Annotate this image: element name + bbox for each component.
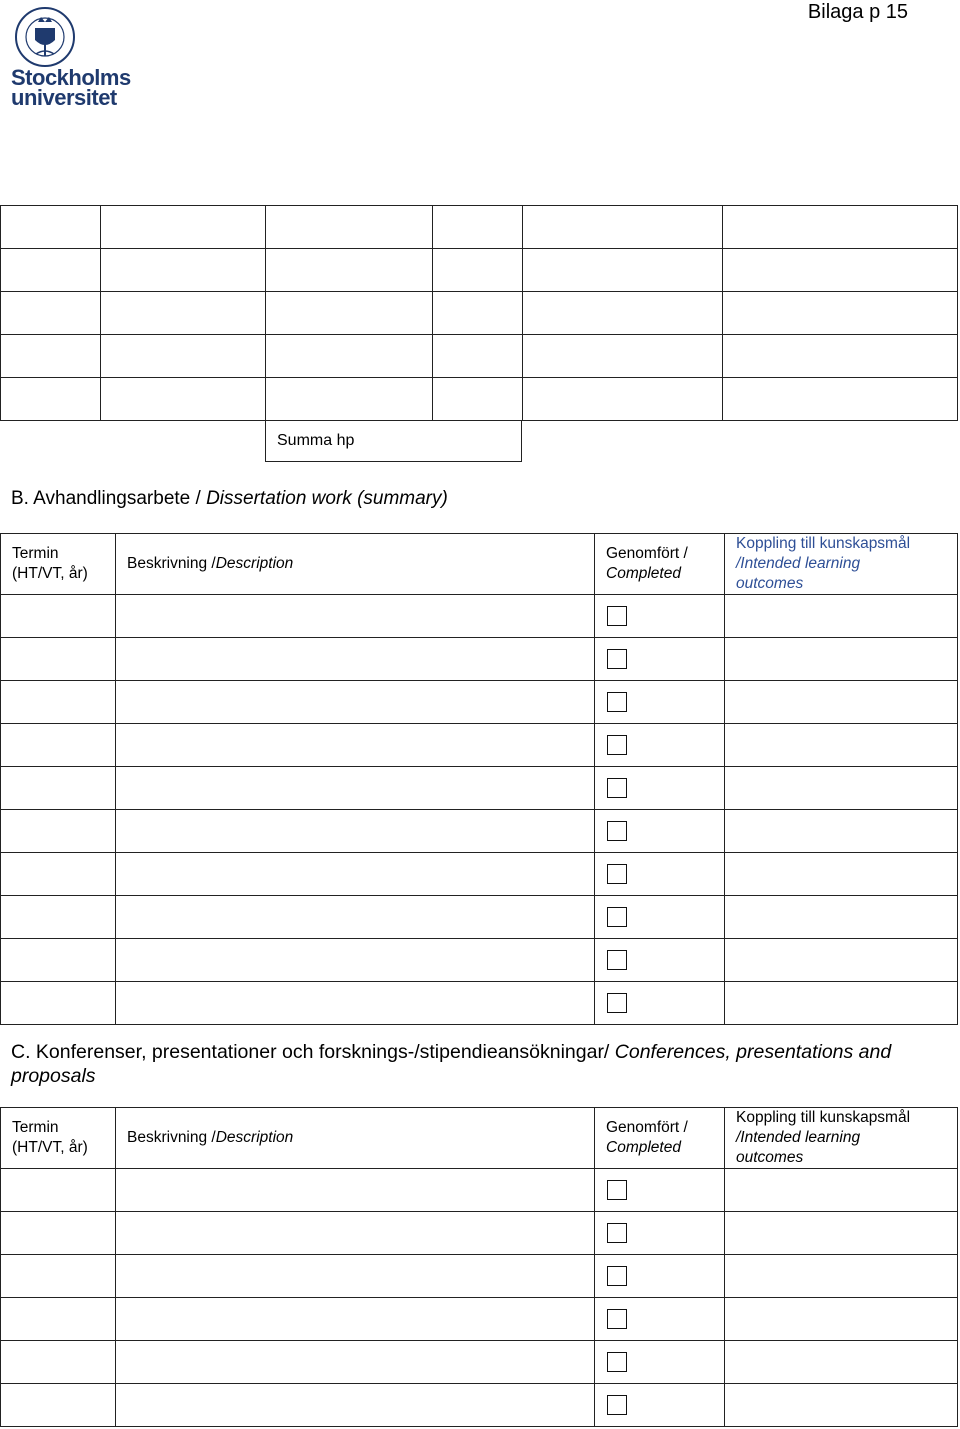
table-cell[interactable] [725,1255,958,1298]
completed-checkbox[interactable] [607,692,627,712]
table-row [1,1341,958,1384]
completed-checkbox[interactable] [607,950,627,970]
col-done-italic: Completed [606,565,681,582]
table-cell[interactable] [266,206,433,249]
completed-cell[interactable] [595,1169,725,1212]
section-b-heading-prefix: B. Avhandlingsarbete / [11,488,207,509]
col-termin [1,1108,116,1169]
col-done-label: Genomfört / [606,545,688,562]
table-cell[interactable] [725,896,958,939]
table-cell[interactable] [101,206,266,249]
table-cell[interactable] [433,335,523,378]
table-cell[interactable] [116,1255,595,1298]
completed-cell[interactable] [595,724,725,767]
table-cell[interactable] [723,378,958,421]
table-cell[interactable] [433,378,523,421]
table-row [1,681,958,724]
table-cell[interactable] [266,249,433,292]
table-row [1,767,958,810]
completed-checkbox[interactable] [607,1223,627,1243]
table-cell[interactable] [723,292,958,335]
completed-cell[interactable] [595,939,725,982]
completed-cell[interactable] [595,638,725,681]
col-desc-label: Beskrivning / [127,1129,216,1146]
col-link-italic-2: outcomes [736,1149,804,1166]
completed-cell[interactable] [595,1255,725,1298]
table-row [1,1384,958,1427]
table-cell[interactable] [1,378,101,421]
table-row [1,1255,958,1298]
col-termin-label: Termin [12,1119,59,1136]
completed-cell[interactable] [595,1212,725,1255]
table-cell[interactable] [725,982,958,1025]
table-cell[interactable] [116,1298,595,1341]
table-cell[interactable] [116,1212,595,1255]
table-cell[interactable] [266,335,433,378]
col-done-label: Genomfört / [606,1119,688,1136]
table-row [1,292,958,335]
table-cell[interactable] [1,595,116,638]
completed-cell[interactable] [595,896,725,939]
table-row [1,982,958,1025]
table-cell[interactable] [116,638,595,681]
completed-cell[interactable] [595,681,725,724]
table-row [1,939,958,982]
completed-cell[interactable] [595,982,725,1025]
section-c-heading-prefix: C. Konferenser, presentationer och forsknings-/stipendieansökningar/ [11,1041,615,1063]
table-cell[interactable] [101,335,266,378]
section-a-table [0,205,958,421]
table-cell[interactable] [725,1298,958,1341]
table-cell[interactable] [1,939,116,982]
table-row [1,335,958,378]
completed-checkbox[interactable] [607,606,627,626]
table-cell[interactable] [1,982,116,1025]
table-cell[interactable] [116,1341,595,1384]
page-number: Bilaga p 15 [807,1,908,23]
table-row [1,1212,958,1255]
col-termin-sub: (HT/VT, år) [12,1139,88,1156]
table-cell[interactable] [116,767,595,810]
table-cell[interactable] [101,292,266,335]
table-cell[interactable] [725,638,958,681]
completed-checkbox[interactable] [607,907,627,927]
table-cell[interactable] [725,595,958,638]
table-cell[interactable] [1,724,116,767]
table-cell[interactable] [1,1255,116,1298]
col-link-italic-1: /Intended learning [736,1129,861,1146]
col-desc-label: Beskrivning / [127,555,216,572]
table-cell[interactable] [1,249,101,292]
table-cell[interactable] [1,767,116,810]
table-cell[interactable] [266,378,433,421]
table-row [1,378,958,421]
table-cell[interactable] [725,939,958,982]
section-c-table [0,1107,958,1427]
table-cell[interactable] [723,335,958,378]
table-row [1,724,958,767]
table-cell[interactable] [523,335,723,378]
table-cell[interactable] [725,724,958,767]
table-row [1,853,958,896]
table-cell[interactable] [523,378,723,421]
university-seal-icon [12,6,78,68]
col-termin-label: Termin [12,545,59,562]
completed-checkbox[interactable] [607,993,627,1013]
table-cell[interactable] [1,810,116,853]
table-cell[interactable] [723,206,958,249]
table-cell[interactable] [101,378,266,421]
table-cell[interactable] [1,853,116,896]
table-row [1,206,958,249]
col-completed [595,1108,725,1169]
table-cell[interactable] [1,681,116,724]
summa-hp-cell: Summa hp [265,420,522,462]
table-cell[interactable] [116,896,595,939]
table-cell[interactable] [725,853,958,896]
table-cell[interactable] [433,249,523,292]
logo-line-1: Stockholms [11,65,131,90]
table-cell[interactable] [723,249,958,292]
table-cell[interactable] [725,681,958,724]
col-desc-italic: Description [215,555,294,572]
table-cell[interactable] [1,1298,116,1341]
table-cell[interactable] [116,853,595,896]
table-cell[interactable] [725,1212,958,1255]
table-cell[interactable] [1,292,101,335]
col-link-label: Koppling till kunskapsmål [736,1109,911,1126]
col-learning-outcomes [725,1108,958,1169]
col-link-label: Koppling till kunskapsmål [736,535,911,552]
completed-checkbox[interactable] [607,1180,627,1200]
table-cell[interactable] [725,1384,958,1427]
col-link-italic-2: outcomes [736,575,804,592]
completed-cell[interactable] [595,1384,725,1427]
col-description [116,534,595,595]
completed-cell[interactable] [595,595,725,638]
completed-checkbox[interactable] [607,864,627,884]
table-cell[interactable] [523,249,723,292]
table-cell[interactable] [433,206,523,249]
table-cell[interactable] [523,206,723,249]
col-learning-outcomes [725,534,958,595]
table-cell[interactable] [1,206,101,249]
completed-cell[interactable] [595,1298,725,1341]
completed-cell[interactable] [595,1341,725,1384]
col-done-italic: Completed [606,1139,681,1156]
completed-checkbox[interactable] [607,1266,627,1286]
col-termin-sub: (HT/VT, år) [12,565,88,582]
completed-checkbox[interactable] [607,649,627,669]
section-b-table [0,533,958,1025]
table-cell[interactable] [116,595,595,638]
table-cell[interactable] [725,1341,958,1384]
table-cell[interactable] [116,939,595,982]
table-cell[interactable] [116,724,595,767]
table-cell[interactable] [523,292,723,335]
table-cell[interactable] [1,896,116,939]
table-cell[interactable] [725,767,958,810]
table-row [1,1298,958,1341]
table-cell[interactable] [1,1341,116,1384]
table-cell[interactable] [116,982,595,1025]
col-link-italic-1: /Intended learning [736,555,861,572]
table-cell[interactable] [1,638,116,681]
logo-line-2: universitet [11,85,117,110]
table-row [1,249,958,292]
table-cell[interactable] [433,292,523,335]
col-desc-italic: Description [215,1129,294,1146]
table-row [1,896,958,939]
completed-cell[interactable] [595,767,725,810]
table-cell[interactable] [266,292,433,335]
completed-checkbox[interactable] [607,1309,627,1329]
table-cell[interactable] [116,681,595,724]
table-cell[interactable] [116,1169,595,1212]
table-cell[interactable] [1,1169,116,1212]
col-description [116,1108,595,1169]
table-cell[interactable] [1,1384,116,1427]
university-logo [11,65,131,110]
table-row [1,810,958,853]
table-row [1,595,958,638]
completed-checkbox[interactable] [607,735,627,755]
section-c-heading-italic: Conferences, presentations and proposals [11,1041,892,1087]
completed-checkbox[interactable] [607,1352,627,1372]
table-cell[interactable] [1,1212,116,1255]
completed-checkbox[interactable] [607,1395,627,1415]
col-completed [595,534,725,595]
section-b-heading [11,488,448,510]
table-cell[interactable] [725,1169,958,1212]
table-row [1,638,958,681]
table-cell[interactable] [725,810,958,853]
completed-cell[interactable] [595,810,725,853]
section-c-heading [11,1040,911,1088]
table-cell[interactable] [1,335,101,378]
completed-checkbox[interactable] [607,778,627,798]
table-row [1,1169,958,1212]
table-cell[interactable] [116,810,595,853]
section-b-heading-italic: Dissertation work (summary) [206,488,448,509]
section-b-header-row [1,534,958,595]
completed-cell[interactable] [595,853,725,896]
section-c-header-row [1,1108,958,1169]
col-termin [1,534,116,595]
table-cell[interactable] [116,1384,595,1427]
completed-checkbox[interactable] [607,821,627,841]
table-cell[interactable] [101,249,266,292]
